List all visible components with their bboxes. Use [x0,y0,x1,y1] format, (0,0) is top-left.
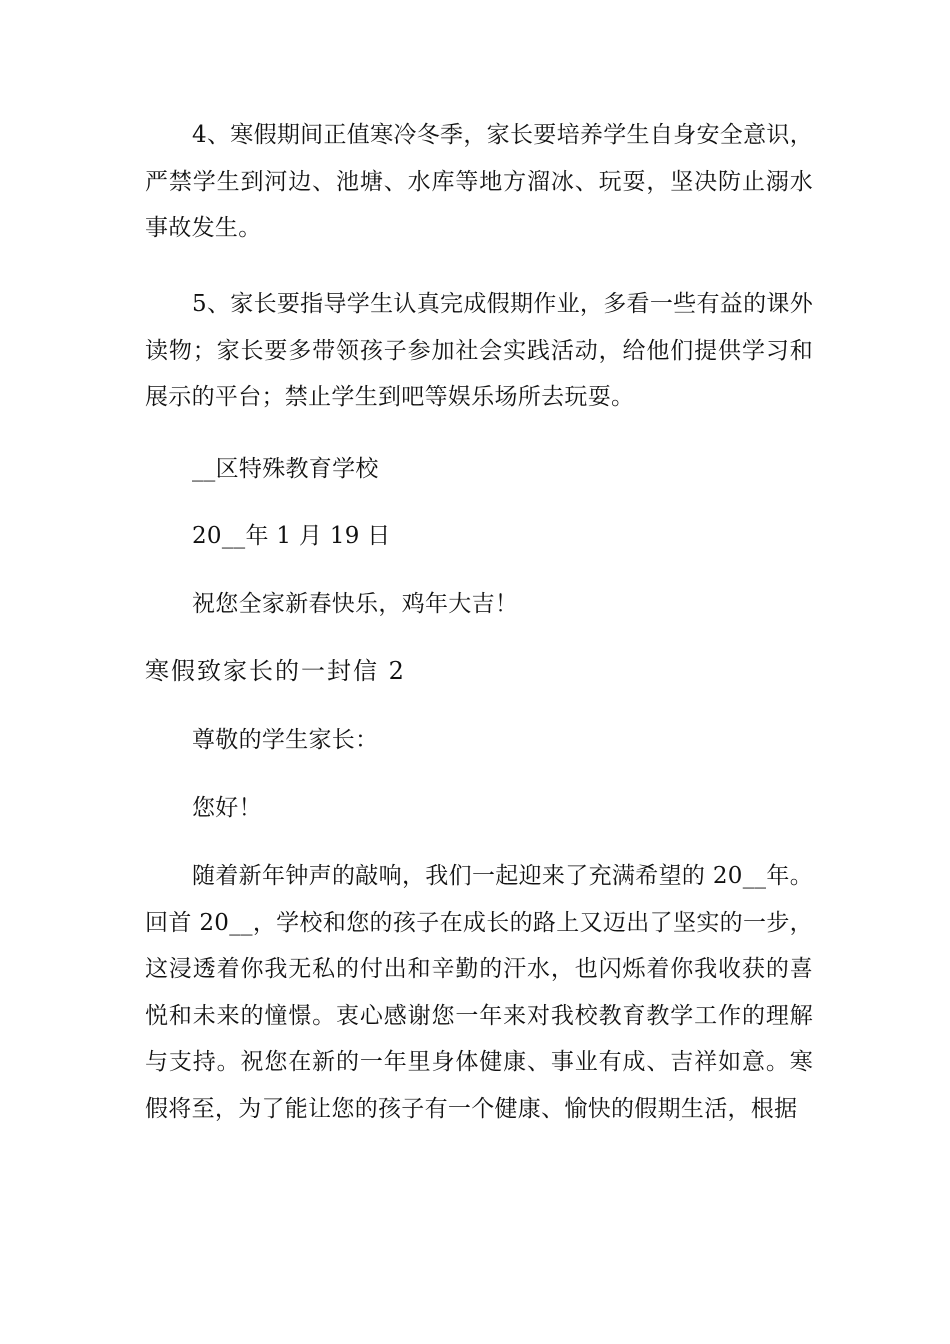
paragraph-item-5: 5、家长要指导学生认真完成假期作业，多看一些有益的课外读物；家长要多带领孩子参加社会实践活动，给他们提供学习和展示的平台；禁止学生到吧等娱乐场所去玩耍。 [145,291,813,410]
letter-2-salutation: 尊敬的学生家长： [192,727,379,753]
letter-2-body: 随着新年钟声的敲响，我们一起迎来了充满希望的 20__年。回首 20__，学校和您的孩子在成长的路上又迈出了坚实的一步，这浸透着你我无私的付出和辛勤的汗水，也闪烁着你我收获的喜悦和未来的憧憬。衷心感谢您一年来对我校教育教学工作的理解与支持。祝您在新的一年里身体健康、事业有成、吉祥如意。寒假将至，为了能让您的孩子有一个健康、愉快的假期生活，根据 [145,863,813,1122]
signature-date: 20__年 1 月 19 日 [192,523,391,549]
letter-2-title: 寒假致家长的一封信 2 [145,657,406,685]
letter-2-greeting: 您好！ [192,795,262,821]
signature-school: __区特殊教育学校 [192,456,379,482]
closing-wish: 祝您全家新春快乐，鸡年大吉！ [192,591,519,617]
paragraph-item-4: 4、寒假期间正值寒冷冬季，家长要培养学生自身安全意识，严禁学生到河边、池塘、水库等地方溜冰、玩耍，坚决防止溺水事故发生。 [145,122,813,241]
